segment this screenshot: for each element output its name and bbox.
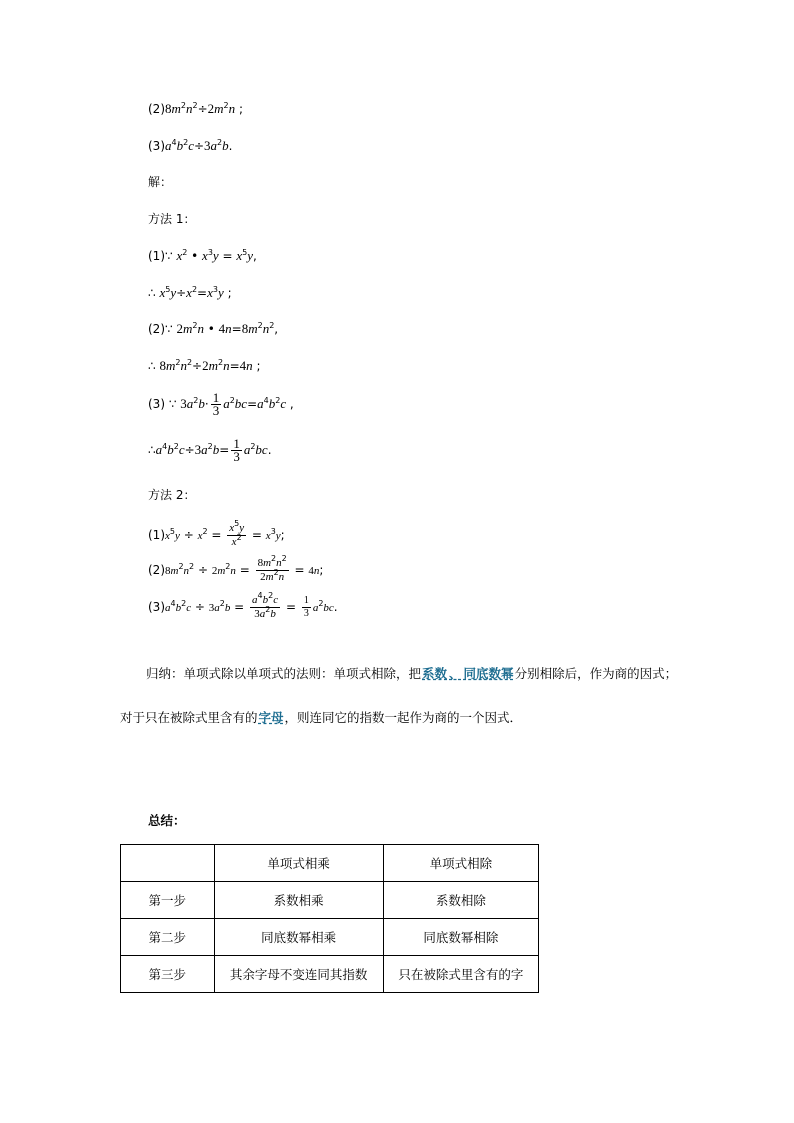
blank-same-base-power: 同底数幂 — [463, 666, 514, 681]
induction-suffix: ，则连同它的指数一起作为商的一个因式． — [284, 710, 523, 725]
problem-2: $(2)8m^2n^2\div 2m^2n$ ; — [148, 101, 243, 116]
table-cell: 系数相除 — [383, 882, 538, 919]
method2-line-2: $(2)8m^2n^2 \div 2m^2n$ = $\frac{8m^2n^2}{2m^2n}$ = 4n; — [148, 554, 324, 583]
table-header-row — [121, 845, 539, 882]
induction-prefix: 归纳：单项式除以单项式的法则：单项式相除，把 — [146, 666, 422, 681]
method1-line-5: (3) ∵ $3a^2b\cdot$ $\frac{1}{3}$ $a^2bc=a^4b^2c$ , — [148, 390, 294, 418]
solution-label: 解： — [148, 175, 173, 189]
method1-line-3: (2)∵ $2m^2n$ • $4n=8m^2n^2$, — [148, 321, 279, 336]
table-cell: 只在被除式里含有的字 — [383, 956, 538, 993]
problem-2-label: (2) — [148, 102, 165, 116]
method1-title: 方法 1： — [148, 212, 196, 226]
blank-letter: 字母 — [258, 710, 284, 725]
problem-3-label: (3) — [148, 139, 165, 153]
table-cell: 同底数幂相乘 — [214, 919, 383, 956]
summary-label: 总结： — [148, 813, 186, 828]
problem-3: $(3)a^4b^2c\div 3a^2b$. — [148, 138, 233, 153]
method1-line-6: $\therefore a^4b^2c\div 3a^2b=$ $\frac{1}{3}$ $a^2bc$. — [148, 436, 272, 464]
table-cell — [121, 845, 215, 882]
table-cell: 系数相乘 — [214, 882, 383, 919]
induction-mid: 分别相除后，作为商的因式；对于只在被除式里含有的 — [120, 666, 678, 725]
table-row — [121, 882, 539, 919]
method1-line-2: ∴ $x^5y\div x^2=x^3y$ ; — [148, 285, 232, 300]
table-cell: 同底数幂相除 — [383, 919, 538, 956]
table-cell: 其余字母不变连同其指数 — [214, 956, 383, 993]
summary-table — [120, 844, 539, 993]
table-cell: 第一步 — [121, 882, 215, 919]
blank-separator: 、 — [449, 666, 462, 681]
method1-line-1: (1)∵ $x^2$ • $x^3y = x^5y$, — [148, 248, 257, 263]
method2-line-3: $(3)a^4b^2c \div 3a^2b$ = $\frac{a^4b^2c}{3a^2b}$ = $\frac{1}{3}$ $a^2bc$. — [148, 591, 338, 620]
induction-paragraph — [120, 652, 680, 740]
blank-coefficient: 系数 — [422, 666, 448, 681]
method2-line-1: $(1)x^5y \div x^2$ = $\frac{x^5y}{x^2}$ = $x^3y$; — [148, 519, 285, 548]
table-cell: 单项式相除 — [383, 845, 538, 882]
table-cell: 单项式相乘 — [214, 845, 383, 882]
table-cell: 第二步 — [121, 919, 215, 956]
table-row — [121, 919, 539, 956]
method2-title: 方法 2： — [148, 488, 196, 502]
table-cell: 第三步 — [121, 956, 215, 993]
method1-line-4: ∴ $8m^2n^2\div 2m^2n=4n$ ; — [148, 358, 261, 373]
table-row — [121, 956, 539, 993]
